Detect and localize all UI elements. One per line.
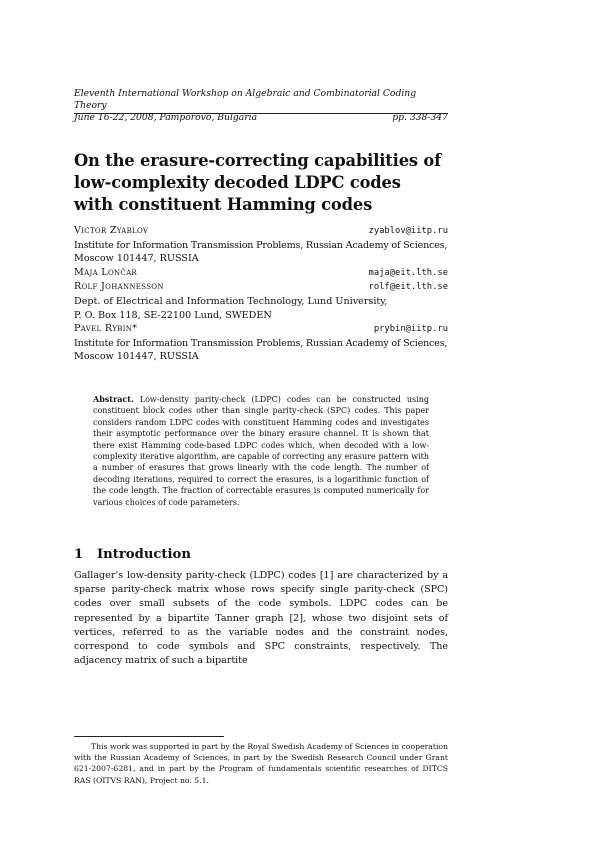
affiliation-line: Institute for Information Transmission Problems, Russian Academy of Sciences, <box>74 239 448 251</box>
running-head-pages: pp. 338-347 <box>392 112 448 123</box>
abstract <box>93 394 429 508</box>
title-line-3: with constituent Hamming codes <box>74 195 373 214</box>
affiliation-line: Moscow 101447, RUSSIA <box>74 351 199 363</box>
abstract-text: Low-density parity-check (LDPC) codes can be constructed using constituent block codes other than single parity-check (SPC) codes. This paper considers random LDPC codes with constituent Hamming codes and investigates their asymptotic performance over the binary erasure channel. It is shown that there exist Hamming code-based LDPC codes which, when decoded with a low-complexity iterative algorithm, are capable of correcting any erasure pattern with a number of erasures that grows linearly with the code length. The number of decoding iterations, required to correct the erasures, is a logarithmic function of the code length. The fraction of correctable erasures is computed numerically for various choices of code parameters. <box>93 395 429 507</box>
footnote-rule <box>74 736 224 737</box>
author-name: Victor Zyablov <box>74 225 149 236</box>
author-email[interactable]: prybin@iitp.ru <box>373 324 448 335</box>
author-email[interactable]: rolf@eit.lth.se <box>368 282 448 293</box>
body-paragraph: Gallager’s low-density parity-check (LDPC) codes [1] are characterized by a sparse parity-check matrix whose rows specify single parity-check (SPC) codes over small subsets of the code symbols. LDPC codes can be represented by a bipartite Tanner graph [2], whose two disjoint sets of vertices, referred to as the variable nodes and the constraint nodes, correspond to code symbols and SPC constraints, respectively. The adjacency matrix of such a bipartite <box>74 570 448 667</box>
affiliation-line: Institute for Information Transmission Problems, Russian Academy of Sciences, <box>74 337 448 349</box>
title-line-1: On the erasure-correcting capabilities of <box>74 151 441 170</box>
author-row <box>74 224 448 239</box>
author-name: Rolf Johannesson <box>74 281 164 293</box>
paper-title <box>74 150 454 216</box>
affiliation-line: Dept. of Electrical and Information Technology, Lund University, <box>74 295 388 307</box>
running-head-date: June 16-22, 2008, Pamporovo, Bulgaria <box>74 112 258 123</box>
affiliation-line: P. O. Box 118, SE-22100 Lund, SWEDEN <box>74 309 272 321</box>
author-email[interactable]: zyablov@iitp.ru <box>368 226 448 236</box>
running-head <box>74 88 448 124</box>
author-name: Pavel Rybin* <box>74 323 138 335</box>
author-block <box>74 224 448 364</box>
section-number: 1 <box>74 547 84 562</box>
author-email[interactable]: maja@eit.lth.se <box>368 267 448 278</box>
running-head-workshop: Eleventh International Workshop on Algebraic and Combinatorial Coding Theory <box>74 88 417 111</box>
footnote: This work was supported in part by the Royal Swedish Academy of Sciences in cooperation with the Russian Academy of Sciences, in part by the Swedish Research Council under Grant 621-2007-6281, and in part by the Program of fundamentals scientific researches of DITCS RAS (OITVS RAN), Project no. 5.1. <box>74 742 448 785</box>
author-row <box>74 322 448 337</box>
affiliation-line: Moscow 101447, RUSSIA <box>74 253 199 265</box>
author-name: Maja Lončar <box>74 266 138 278</box>
abstract-label: Abstract. <box>93 394 134 404</box>
header-rule <box>74 113 448 114</box>
author-row <box>74 266 448 281</box>
section-heading <box>74 547 191 562</box>
author-row <box>74 280 448 295</box>
section-title: Introduction <box>97 547 191 562</box>
title-line-2: low-complexity decoded LDPC codes <box>74 173 401 192</box>
